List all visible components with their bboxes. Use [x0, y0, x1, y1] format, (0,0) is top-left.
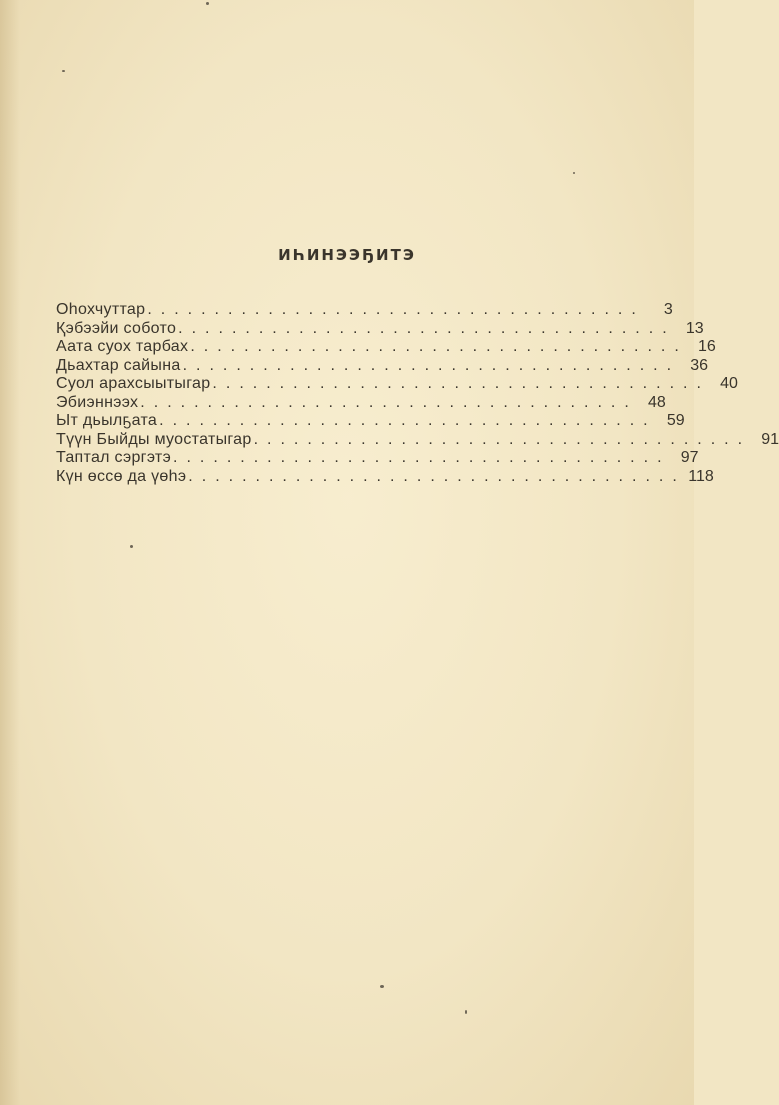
toc-entry-page: 36	[690, 356, 709, 374]
toc-entry[interactable]	[56, 338, 716, 357]
leader-dots: .....................................	[253, 430, 752, 448]
toc-entry[interactable]	[56, 393, 666, 413]
toc-entry[interactable]	[56, 430, 779, 450]
toc-entry-page: 97	[680, 449, 699, 466]
leader-dots: .....................................	[212, 375, 710, 392]
leader-dots: .....................................	[190, 338, 688, 355]
table-of-contents	[56, 301, 779, 486]
toc-entry-title: Күн өссө да үөһэ	[56, 467, 187, 485]
toc-entry-page: 13	[685, 319, 704, 337]
leader-dots: .....................................	[140, 393, 638, 411]
leader-dots: .....................................	[182, 356, 681, 374]
toc-entry[interactable]	[56, 319, 704, 339]
paper-speck	[130, 545, 133, 548]
toc-entry-page: 91	[761, 430, 779, 448]
page-edge-shadow	[0, 0, 20, 1105]
paper-speck	[62, 70, 65, 72]
toc-entry[interactable]	[56, 449, 699, 468]
paper-speck	[573, 172, 575, 174]
toc-entry-title: Қэбээйи собото	[56, 319, 177, 337]
toc-entry-title: Оһохчуттар	[56, 301, 146, 318]
toc-entry-title: Эбиэннээх	[56, 393, 139, 411]
toc-entry-title: Ыт дьылҕата	[56, 412, 158, 429]
toc-entry[interactable]	[56, 301, 673, 320]
toc-entry-title: Таптал сэргэтэ	[56, 449, 172, 466]
paper-speck	[206, 2, 209, 5]
page-title: ИҺИНЭЭҔИТЭ	[278, 246, 416, 264]
leader-dots: .....................................	[147, 301, 645, 318]
toc-entry-page: 3	[663, 301, 673, 318]
paper-speck	[465, 1010, 467, 1014]
toc-entry-title: Аата суох тарбах	[56, 338, 189, 355]
toc-entry-title: Дьахтар сайына	[56, 356, 181, 374]
toc-entry-page: 118	[688, 467, 714, 485]
toc-entry-page: 48	[647, 393, 666, 411]
leader-dots: .....................................	[173, 449, 671, 466]
toc-entry-page: 40	[720, 375, 738, 392]
toc-entry[interactable]	[56, 375, 738, 394]
toc-entry[interactable]	[56, 467, 714, 487]
toc-entry[interactable]	[56, 356, 709, 376]
leader-dots: .....................................	[188, 467, 686, 485]
leader-dots: .....................................	[159, 412, 657, 429]
toc-entry-title: Суол арахсыытыгар	[56, 375, 211, 392]
toc-entry[interactable]	[56, 412, 685, 431]
leader-dots: .....................................	[178, 319, 676, 337]
paper-speck	[380, 985, 384, 988]
toc-entry-page: 59	[666, 412, 685, 429]
toc-entry-page: 16	[698, 338, 716, 355]
toc-entry-title: Түүн Быйды муостатыгар	[56, 430, 252, 448]
